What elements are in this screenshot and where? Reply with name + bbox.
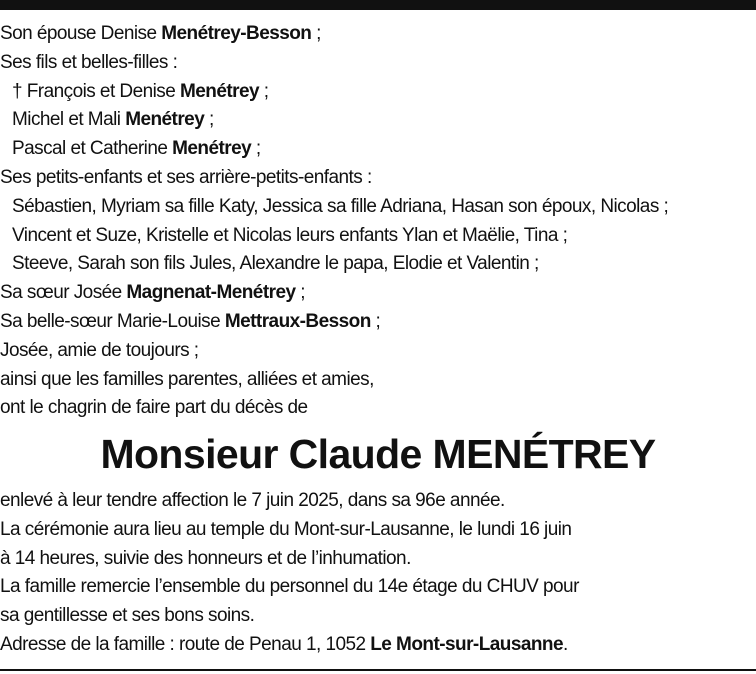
sister-in-law-punctuation: ; (370, 310, 381, 332)
sister-name: Magnenat-Menétrey (126, 282, 296, 304)
details-line: sa gentillesse et ses bons soins. (0, 605, 255, 627)
child-punctuation: ; (251, 138, 261, 160)
sister-in-law-label: Sa belle-sœur Marie-Louise (0, 310, 225, 332)
address-line (0, 631, 756, 660)
details-line: enlevé à leur tendre affection le 7 juin 2025, dans sa 96e année. (0, 490, 505, 511)
address-place: Le Mont-sur-Lausanne (370, 633, 563, 655)
address-punctuation: . (562, 633, 568, 655)
sister-punctuation: ; (295, 282, 305, 304)
spouse-label: Son épouse Denise (0, 23, 162, 44)
child-surname: Menétrey (125, 109, 205, 131)
child-surname: Menétrey (179, 80, 260, 102)
ceremony-details (0, 487, 756, 660)
top-border-bar (0, 0, 756, 10)
child-line (0, 106, 756, 135)
child-label: Pascal et Catherine (12, 138, 173, 160)
children-heading: Ses fils et belles-filles : (0, 51, 178, 73)
details-line: La famille remercie l’ensemble du personnel du 14e étage du CHUV pour (0, 576, 579, 598)
grandchildren-heading: Ses petits-enfants et ses arrière-petits-enfants : (0, 166, 372, 188)
child-label: † François et Denise (12, 80, 180, 102)
details-line: à 14 heures, suivie des honneurs et de l’inhumation. (0, 547, 411, 569)
child-surname: Menétrey (172, 138, 252, 160)
child-punctuation: ; (259, 80, 269, 102)
child-punctuation: ; (204, 109, 214, 131)
child-line (0, 78, 756, 107)
details-line: La cérémonie aura lieu au temple du Mont-sur-Lausanne, le lundi 16 juin (0, 518, 572, 540)
family-list (0, 20, 756, 423)
bottom-divider (0, 669, 756, 671)
sister-label: Sa sœur Josée (0, 282, 127, 304)
sister-line (0, 279, 756, 308)
announcement-line: ont le chagrin de faire part du décès de (0, 397, 308, 419)
child-label: Michel et Mali (12, 109, 126, 131)
relatives-line: ainsi que les familles parentes, alliées et amies, (0, 368, 374, 390)
grandchildren-line: Vincent et Suze, Kristelle et Nicolas leurs enfants Ylan et Maëlie, Tina ; (12, 224, 568, 246)
spouse-line (0, 20, 756, 49)
spouse-punctuation: ; (311, 23, 321, 44)
address-label: Adresse de la famille : route de Penau 1, 1052 (0, 633, 371, 655)
spouse-name: Menétrey-Besson (161, 23, 312, 44)
child-line (0, 135, 756, 164)
friend-line: Josée, amie de toujours ; (0, 339, 199, 361)
grandchildren-line: Steeve, Sarah son fils Jules, Alexandre le papa, Elodie et Valentin ; (12, 253, 539, 275)
sister-in-law-name: Mettraux-Besson (224, 310, 371, 332)
sister-in-law-line (0, 308, 756, 337)
deceased-name: Monsieur Claude MENÉTREY (100, 431, 656, 477)
grandchildren-line: Sébastien, Myriam sa fille Katy, Jessica sa fille Adriana, Hasan son époux, Nicolas ; (12, 195, 669, 217)
